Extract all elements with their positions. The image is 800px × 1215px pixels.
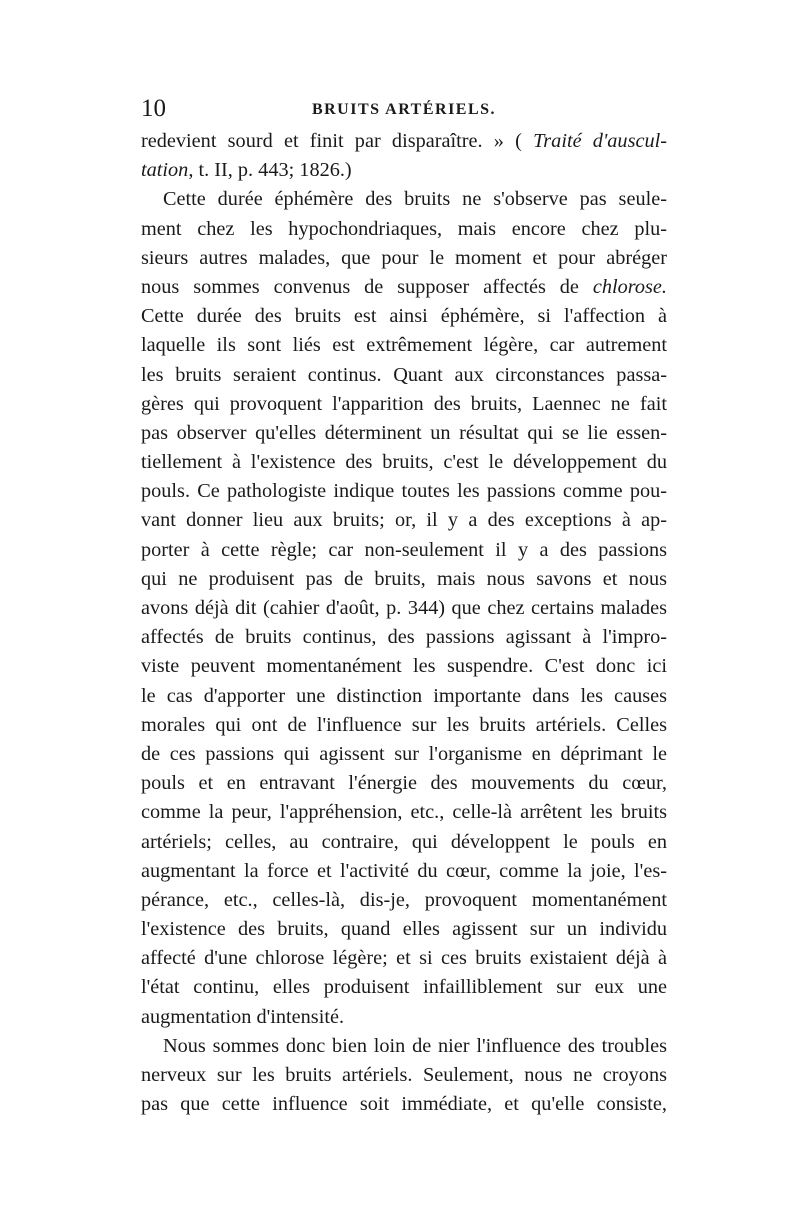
text-line [141,477,667,506]
text-segment: pérance, etc., celles-là, dis-je, provoquent momentanément [141,888,667,911]
text-line [141,1032,667,1061]
text-line [141,1061,667,1090]
text-segment: laquelle ils sont liés est extrêmement légère, car autrement [141,334,667,357]
text-segment: qui ne produisent pas de bruits, mais nous savons et nous [141,567,667,590]
text-line [141,828,667,857]
text-segment: pas que cette influence soit immédiate, et qu'elle consiste, [141,1093,667,1116]
text-segment: ment chez les hypochondriaques, mais encore chez plu- [141,217,667,240]
text-segment: Cette durée des bruits est ainsi éphémère, si l'affection à [141,305,667,328]
text-line [141,244,667,273]
text-segment: , t. II, p. 443; 1826.) [188,159,352,182]
text-line [141,623,667,652]
text-line [141,769,667,798]
text-line [141,361,667,390]
text-segment: l'existence des bruits, quand elles agissent sur un individu [141,918,667,941]
text-segment: nous sommes convenus de supposer affectés de [141,275,593,298]
text-segment: Cette durée éphémère des bruits ne s'observe pas seule- [163,188,667,211]
text-segment: avons déjà dit (cahier d'août, p. 344) que chez certains malades [141,597,667,619]
text-segment: morales qui ont de l'influence sur les bruits artériels. Celles [141,713,667,736]
text-line [141,331,667,360]
text-line [141,682,667,711]
text-line [141,302,667,331]
text-line [141,652,667,681]
text-segment: pouls et en entravant l'énergie des mouvements du cœur, [141,772,667,795]
running-title: BRUITS ARTÉRIELS. [311,101,497,118]
text-segment: artériels; celles, au contraire, qui développent le pouls en [141,830,667,853]
text-segment: gères qui provoquent l'apparition des bruits, Laennec ne fait [141,392,667,415]
text-line [141,1003,667,1032]
text-line [141,740,667,769]
text-segment: vant donner lieu aux bruits; or, il y a des exceptions à ap- [141,509,667,532]
text-segment: comme la peur, l'appréhension, etc., celle-là arrêtent les bruits [141,801,667,824]
text-segment: pouls. Ce pathologiste indique toutes les passions comme pou- [141,480,667,503]
text-line [141,944,667,973]
italic-text: tation [141,159,189,182]
text-line [141,973,667,1002]
text-segment: redevient sourd et finit par disparaître. » ( [141,130,534,152]
text-line [141,711,667,740]
text-line [141,156,667,185]
text-line [141,185,667,214]
text-segment: augmentant la force et l'activité du cœur, comme la joie, l'es- [141,859,667,882]
text-line [141,798,667,827]
italic-text: chlorose. [592,275,667,298]
text-segment: les bruits seraient continus. Quant aux circonstances passa- [141,363,667,386]
text-segment: sieurs autres malades, que pour le moment et pour abréger [141,246,667,269]
text-segment: de ces passions qui agissent sur l'organisme en déprimant le [141,742,667,765]
text-segment: viste peuvent momentanément les suspendre. C'est donc ici [141,655,667,678]
text-line [141,448,667,477]
text-segment: porter à cette règle; car non-seulement il y a des passions [141,538,667,561]
text-line [141,915,667,944]
text-segment: tiellement à l'existence des bruits, c'est le développement du [141,451,667,474]
text-line [141,419,667,448]
page-number: 10 [141,95,166,122]
text-segment: augmentation d'intensité. [141,1005,345,1028]
text-segment: Nous sommes donc bien loin de nier l'influence des troubles [163,1034,667,1057]
body-text [141,127,667,1119]
text-line [141,215,667,244]
text-line [141,390,667,419]
text-segment: nerveux sur les bruits artériels. Seulement, nous ne croyons [141,1064,667,1086]
text-segment: l'état continu, elles produisent infailliblement sur eux une [141,976,667,999]
text-line [141,536,667,565]
text-segment: le cas d'apporter une distinction importante dans les causes [141,684,667,707]
text-segment: pas observer qu'elles déterminent un résultat qui se lie essen- [141,421,667,444]
text-segment: affectés de bruits continus, des passions agissant à l'impro- [141,626,667,649]
text-line [141,273,667,302]
text-line [141,886,667,915]
page-header [141,94,667,124]
text-line [141,594,667,623]
text-line [141,127,667,156]
italic-text: Traité d'auscul- [533,130,667,152]
text-line [141,506,667,535]
text-segment: affecté d'une chlorose légère; et si ces bruits existaient déjà à [141,947,667,970]
text-line [141,1090,667,1119]
text-line [141,565,667,594]
text-line [141,857,667,886]
